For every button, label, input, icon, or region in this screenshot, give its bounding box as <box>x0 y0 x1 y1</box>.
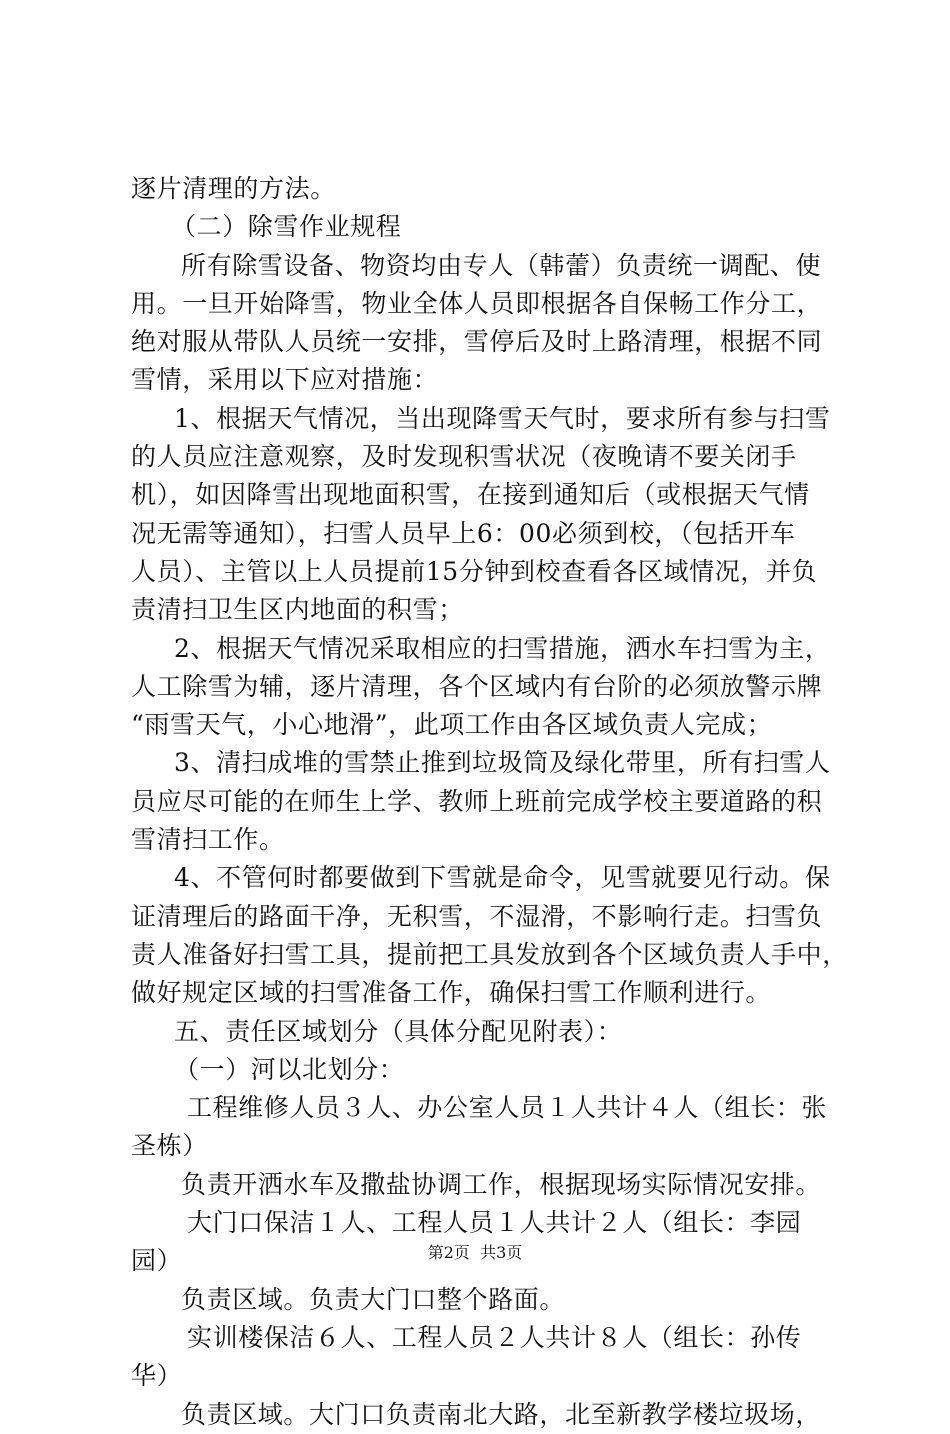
text-line: 工程维修人员３人、办公室人员１人共计４人（组长：张 <box>187 1093 828 1123</box>
text-line: 1、根据天气情况，当出现降雪天气时，要求所有参与扫雪 <box>174 403 831 433</box>
text-line: 所有除雪设备、物资均由专人（韩蕾）负责统一调配、使 <box>181 250 822 280</box>
text-line: 4、不管何时都要做到下雪就是命令，见雪就要见行动。保 <box>174 863 831 893</box>
text-line: 负责区域。大门口负责南北大路，北至新教学楼垃圾场， <box>181 1399 822 1429</box>
text-line: 人员）、主管以上人员提前15分钟到校查看各区域情况，并负 <box>131 556 818 586</box>
text-line: 证清理后的路面干净，无积雪，不湿滑，不影响行走。扫雪负 <box>131 901 823 931</box>
section-heading: （二）除雪作业规程 <box>171 212 402 242</box>
text-line: 做好规定区域的扫雪准备工作，确保扫雪工作顺利进行。 <box>131 978 772 1008</box>
text-line: 绝对服从带队人员统一安排，雪停后及时上路清理，根据不同 <box>131 327 823 357</box>
text-line: 况无需等通知），扫雪人员早上6：00必须到校，（包括开车 <box>131 518 796 548</box>
text-line: 实训楼保洁６人、工程人员２人共计８人（组长：孙传 <box>187 1322 802 1352</box>
text-line: “雨雪天气，小心地滑”，此项工作由各区域负责人完成； <box>131 710 773 740</box>
text-line: 负责开洒水车及撒盐协调工作，根据现场实际情况安排。 <box>181 1169 822 1199</box>
text-line: 3、清扫成堆的雪禁止推到垃圾筒及绿化带里，所有扫雪人 <box>174 748 831 778</box>
text-line: 负责区域。负责大门口整个路面。 <box>181 1284 566 1314</box>
text-line: 的人员应注意观察，及时发现积雪状况（夜晚请不要关闭手 <box>131 442 797 472</box>
text-line: 机），如因降雪出现地面积雪，在接到通知后（或根据天气情 <box>131 480 810 510</box>
text-line: 员应尽可能的在师生上学、教师上班前完成学校主要道路的积 <box>131 786 823 816</box>
text-line: 用。一旦开始降雪，物业全体人员即根据各自保畅工作分工， <box>131 288 823 318</box>
text-line: 圣栋） <box>131 1131 208 1161</box>
text-line: 华） <box>131 1361 183 1391</box>
text-line: 责人准备好扫雪工具，提前把工具发放到各个区域负责人手中， <box>131 939 848 969</box>
text-line: 大门口保洁１人、工程人员１人共计２人（组长：李园 <box>187 1208 802 1238</box>
section-heading: 五、责任区域划分（具体分配见附表）： <box>174 1016 623 1046</box>
text-line: 2、根据天气情况采取相应的扫雪措施，洒水车扫雪为主， <box>174 633 831 663</box>
text-line: 雪情，采用以下应对措施： <box>131 365 439 395</box>
section-heading: （一）河以北划分： <box>174 1054 405 1084</box>
text-line: 逐片清理的方法。 <box>131 174 336 203</box>
text-line: 人工除雪为辅，逐片清理，各个区域内有台阶的必须放警示牌 <box>131 671 823 701</box>
text-line: 园） <box>131 1246 183 1276</box>
text-line: 雪清扫工作。 <box>131 825 285 855</box>
page-number-footer: 第2页 共3页 <box>427 1243 523 1262</box>
text-line: 责清扫卫生区内地面的积雪； <box>131 595 464 625</box>
